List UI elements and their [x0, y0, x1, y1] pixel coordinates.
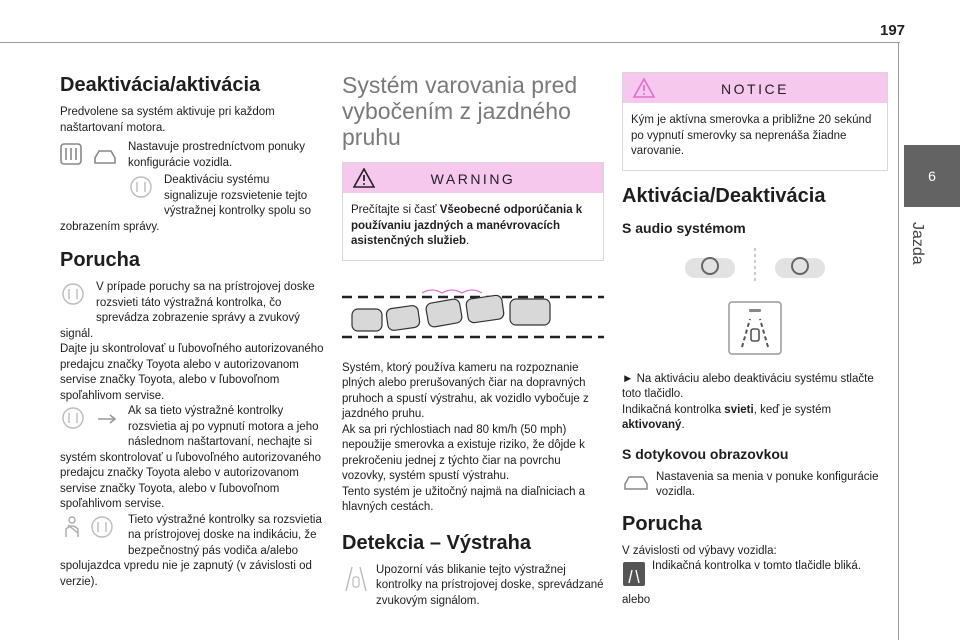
chapter-title-container: [908, 222, 932, 302]
warning-triangle-icon: [633, 78, 655, 101]
blink-paragraph: [622, 559, 888, 575]
warning-triangle-icon: [353, 168, 375, 191]
lane-departure-illustration: [342, 279, 604, 351]
warning-header: [343, 163, 603, 193]
lane-button[interactable]: [622, 301, 888, 360]
detection-paragraph: [342, 563, 604, 610]
indicator-post: .: [681, 419, 685, 431]
settings-text: Nastavuje prostredníctvom ponuky konfigurácie vozidla.: [128, 141, 306, 169]
warning-lights-paragraph: [60, 404, 324, 513]
paragraph-press: ► Na aktiváciu alebo deaktiváciu systému stlačte toto tlačidlo.: [622, 372, 874, 400]
paragraph-or: alebo: [622, 593, 651, 606]
subheading-audio: S audio systémom: [622, 219, 746, 236]
lane-warning-icon: [342, 565, 370, 599]
touchscreen-paragraph: [622, 470, 888, 501]
paragraph-default: Predvolene sa systém aktivuje pri každom naštartovaní motora.: [60, 106, 275, 134]
warning-body: [343, 193, 603, 260]
indicator-mid: , keď je systém: [753, 403, 832, 416]
chapter-title: Jazda: [909, 222, 926, 265]
column-1: [60, 60, 324, 590]
heading-fault: Porucha: [60, 249, 141, 271]
fault-text: V prípade poruchy sa na prístrojovej doske rozsvieti táto výstražná kontrolka, čo sprevádza zobrazenie správy a zvukový signál.: [60, 281, 315, 340]
indicator-bold1: svieti: [724, 403, 754, 416]
paragraph-equipment: V závislosti od výbavy vozidla:: [622, 544, 777, 557]
subheading-touchscreen: S dotykovou obrazovkou: [622, 445, 789, 462]
touchscreen-text: Nastavenia sa menia v ponuke konfigurácie vozidla.: [656, 470, 879, 498]
warning-label: WARNING: [430, 171, 516, 187]
paragraph-speed: Ak sa pri rýchlostiach nad 80 km/h (50 mph) nepoužije smerovka a existuje riziko, že dôjde k prekročeniu jednej z týchto čiar na povrchu vozovky, systém spustí výstrahu.: [342, 423, 585, 482]
lane-button-icon: [622, 561, 646, 593]
indicator-pre: Indikačná kontrolka: [622, 403, 725, 416]
steering-wheel-illustration: [622, 246, 888, 291]
blink-text: Indikačná kontrolka v tomto tlačidle bliká.: [652, 560, 862, 572]
lane-warning-icon: [60, 282, 90, 312]
column-2: [342, 60, 604, 609]
column-3: [622, 60, 888, 608]
heading-activation: Aktivácia/Deaktivácia: [622, 184, 826, 207]
deactivation-paragraph: [60, 173, 324, 235]
heading-detection: Detekcia – Výstraha: [342, 531, 532, 554]
wrench-icon: [60, 406, 122, 436]
warning-lights-text: Ak sa tieto výstražné kontrolky rozsvietia aj po vypnutí motora a jeho následnom naštartovaní, nechajte si systém skontrolovať u ľubovoľného autorizovaného predajcu značky Toyota alebo v autorizovanom servise značky Toyota, alebo v ľubovoľnom spoľahlivom servise.: [60, 405, 321, 510]
deactivation-text: Deaktiváciu systému signalizuje rozsvietenie tejto výstražnej kontrolky spolu so zobrazením správy.: [60, 174, 312, 233]
car-icon: [622, 472, 650, 498]
top-divider: [0, 42, 900, 43]
chapter-tab[interactable]: 6: [904, 145, 960, 207]
heading-lane-departure: Systém varovania pred vybočením z jazdného pruhu: [342, 72, 578, 150]
fault-paragraph: [60, 280, 324, 342]
seatbelt-icon: [60, 515, 122, 545]
warning-text-pre: Prečítajte si časť: [351, 204, 440, 216]
paragraph-system: Systém, ktorý používa kameru na rozpoznanie plných alebo prerušovaných čiar na dopravných pruhoch a spustí výstrahu, ak vozidlo vybočuje z jazdného pruhu.: [342, 361, 589, 420]
heading-fault-2: Porucha: [622, 512, 703, 535]
notice-text: Kým je aktívna smerovka a približne 20 sekúnd po vypnutí smerovky sa neprenáša žiadne varovanie.: [623, 103, 887, 170]
warning-box: [342, 162, 604, 261]
lane-button-icon: [728, 301, 782, 355]
paragraph-indicator: [622, 403, 888, 434]
page-number: 197: [880, 22, 906, 39]
seatbelt-paragraph: [60, 513, 324, 591]
warning-text-post: .: [466, 235, 470, 247]
detection-text: Upozorní vás blikanie tejto výstražnej kontrolky na prístrojovej doske, sprevádzané zvukovým signálom.: [376, 563, 604, 607]
notice-box: [622, 72, 888, 171]
indicator-bold2: aktivovaný: [622, 419, 682, 431]
lane-warning-icon: [128, 175, 158, 205]
heading-deactivation: Deaktivácia/aktivácia: [60, 74, 261, 96]
side-divider: [898, 42, 899, 640]
notice-label: NOTICE: [721, 81, 789, 97]
seatbelt-text: Tieto výstražné kontrolky sa rozsvietia na prístrojovej doske na indikáciu, že bezpečnostný pás vodiča a/alebo spolujazdca vpredu nie je zapnutý (v závislosti od verzie).: [60, 513, 322, 588]
warning-text-bold: Všeobecné odporúčania k používaniu jazdných a manévrovacích asistenčných služieb: [351, 204, 583, 247]
notice-header: [623, 73, 887, 103]
paragraph-useful: Tento systém je užitočný najmä na diaľniciach a hlavných cestách.: [342, 485, 586, 513]
settings-paragraph: [60, 140, 324, 171]
paragraph-check: Dajte ju skontrolovať u ľubovoľného autorizovaného predajcu značky Toyota alebo v autorizovanom servise značky Toyota, alebo v ľubovoľnom spoľahlivom servise.: [60, 343, 324, 402]
settings-icon: [60, 142, 122, 174]
